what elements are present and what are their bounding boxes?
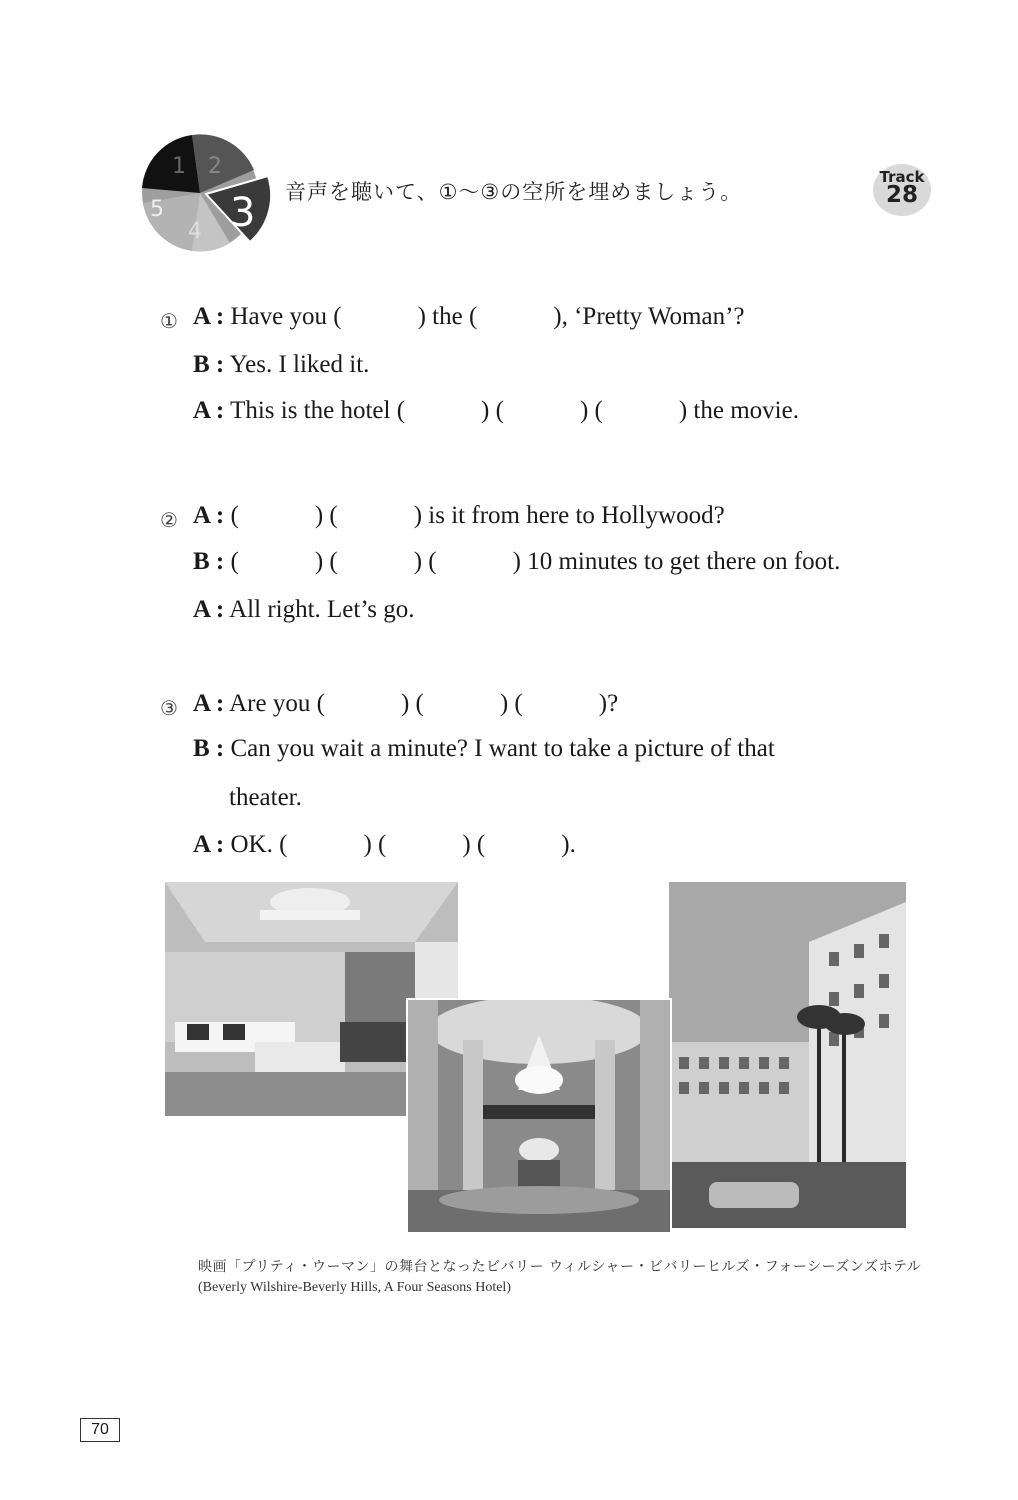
line-text: ) ( [314, 548, 338, 575]
line-text: ) ( [499, 690, 523, 717]
dialogue-number: ③ [160, 696, 178, 720]
line-text: ( [230, 548, 239, 575]
line-text: Yes. I liked it. [229, 351, 370, 378]
line-text: All right. Let’s go. [229, 596, 415, 623]
line-text: ). [561, 831, 576, 858]
speaker-label: A : [193, 690, 225, 717]
track-badge [873, 164, 931, 216]
line-text: ) ( [481, 397, 504, 424]
page-number: 70 [80, 1418, 120, 1442]
dialogue-line [193, 548, 840, 576]
line-text: Can you wait a minute? I want to take a picture of that [230, 735, 775, 762]
dialogue-line [193, 690, 618, 718]
line-text: theater. [229, 784, 302, 811]
dialogue-line [193, 596, 415, 624]
logo-label-2: 2 [208, 154, 222, 179]
dialogue-line [193, 303, 745, 331]
speaker-label: A : [193, 303, 225, 330]
hotel-exterior-photo [669, 882, 906, 1228]
photo-caption-en: (Beverly Wilshire-Beverly Hills, A Four Seasons Hotel) [198, 1280, 511, 1295]
logo-label-1: 1 [172, 154, 186, 179]
speaker-label: B : [193, 548, 225, 575]
line-text: ), ‘Pretty Woman’? [553, 303, 745, 330]
dialogue-number: ① [160, 309, 178, 333]
line-text: Have you ( [230, 303, 342, 330]
line-text: ) 10 minutes to get there on foot. [512, 548, 841, 575]
line-text: ) ( [413, 548, 437, 575]
line-text: ) the ( [417, 303, 478, 330]
speaker-label: B : [193, 735, 225, 762]
hotel-lobby-photo [406, 998, 672, 1234]
dialogue-line [193, 831, 576, 859]
speaker-label: A : [193, 397, 225, 424]
logo-segment-1 [142, 135, 200, 193]
line-text: ( [230, 502, 239, 529]
logo-label-3: 3 [230, 190, 256, 236]
line-text: ) ( [579, 397, 603, 424]
speaker-label: A : [193, 831, 225, 858]
dialogue-line [229, 784, 302, 812]
line-text: Are you ( [229, 690, 325, 717]
dialogue-line [193, 397, 799, 425]
line-text: ) ( [400, 690, 424, 717]
section-logo [130, 128, 280, 258]
track-number: 28 [885, 182, 918, 208]
track-label: Track [879, 168, 925, 186]
dialogue-number: ② [160, 508, 178, 532]
dialogue-line [193, 502, 725, 530]
logo-label-5: 5 [150, 197, 164, 222]
photo-caption-jp: 映画「プリティ・ウーマン」の舞台となったビバリー ウィルシャー・ビバリーヒルズ・フォーシーズンズホテル [198, 1259, 922, 1275]
line-text: ) ( [462, 831, 486, 858]
speaker-label: B : [193, 351, 225, 378]
dialogue-line [193, 735, 775, 763]
dialogue-line [193, 351, 369, 379]
line-text: OK. ( [230, 831, 288, 858]
speaker-label: A : [193, 502, 225, 529]
speaker-label: A : [193, 596, 225, 623]
instruction-text: 音声を聴いて、①〜③の空所を埋めましょう。 [285, 180, 743, 204]
line-text: ) is it from here to Hollywood? [413, 502, 725, 529]
logo-label-4: 4 [188, 219, 202, 244]
line-text: )? [598, 690, 619, 717]
line-text: ) the movie. [678, 397, 799, 424]
line-text: This is the hotel ( [230, 397, 406, 424]
line-text: ) ( [314, 502, 338, 529]
line-text: ) ( [363, 831, 387, 858]
